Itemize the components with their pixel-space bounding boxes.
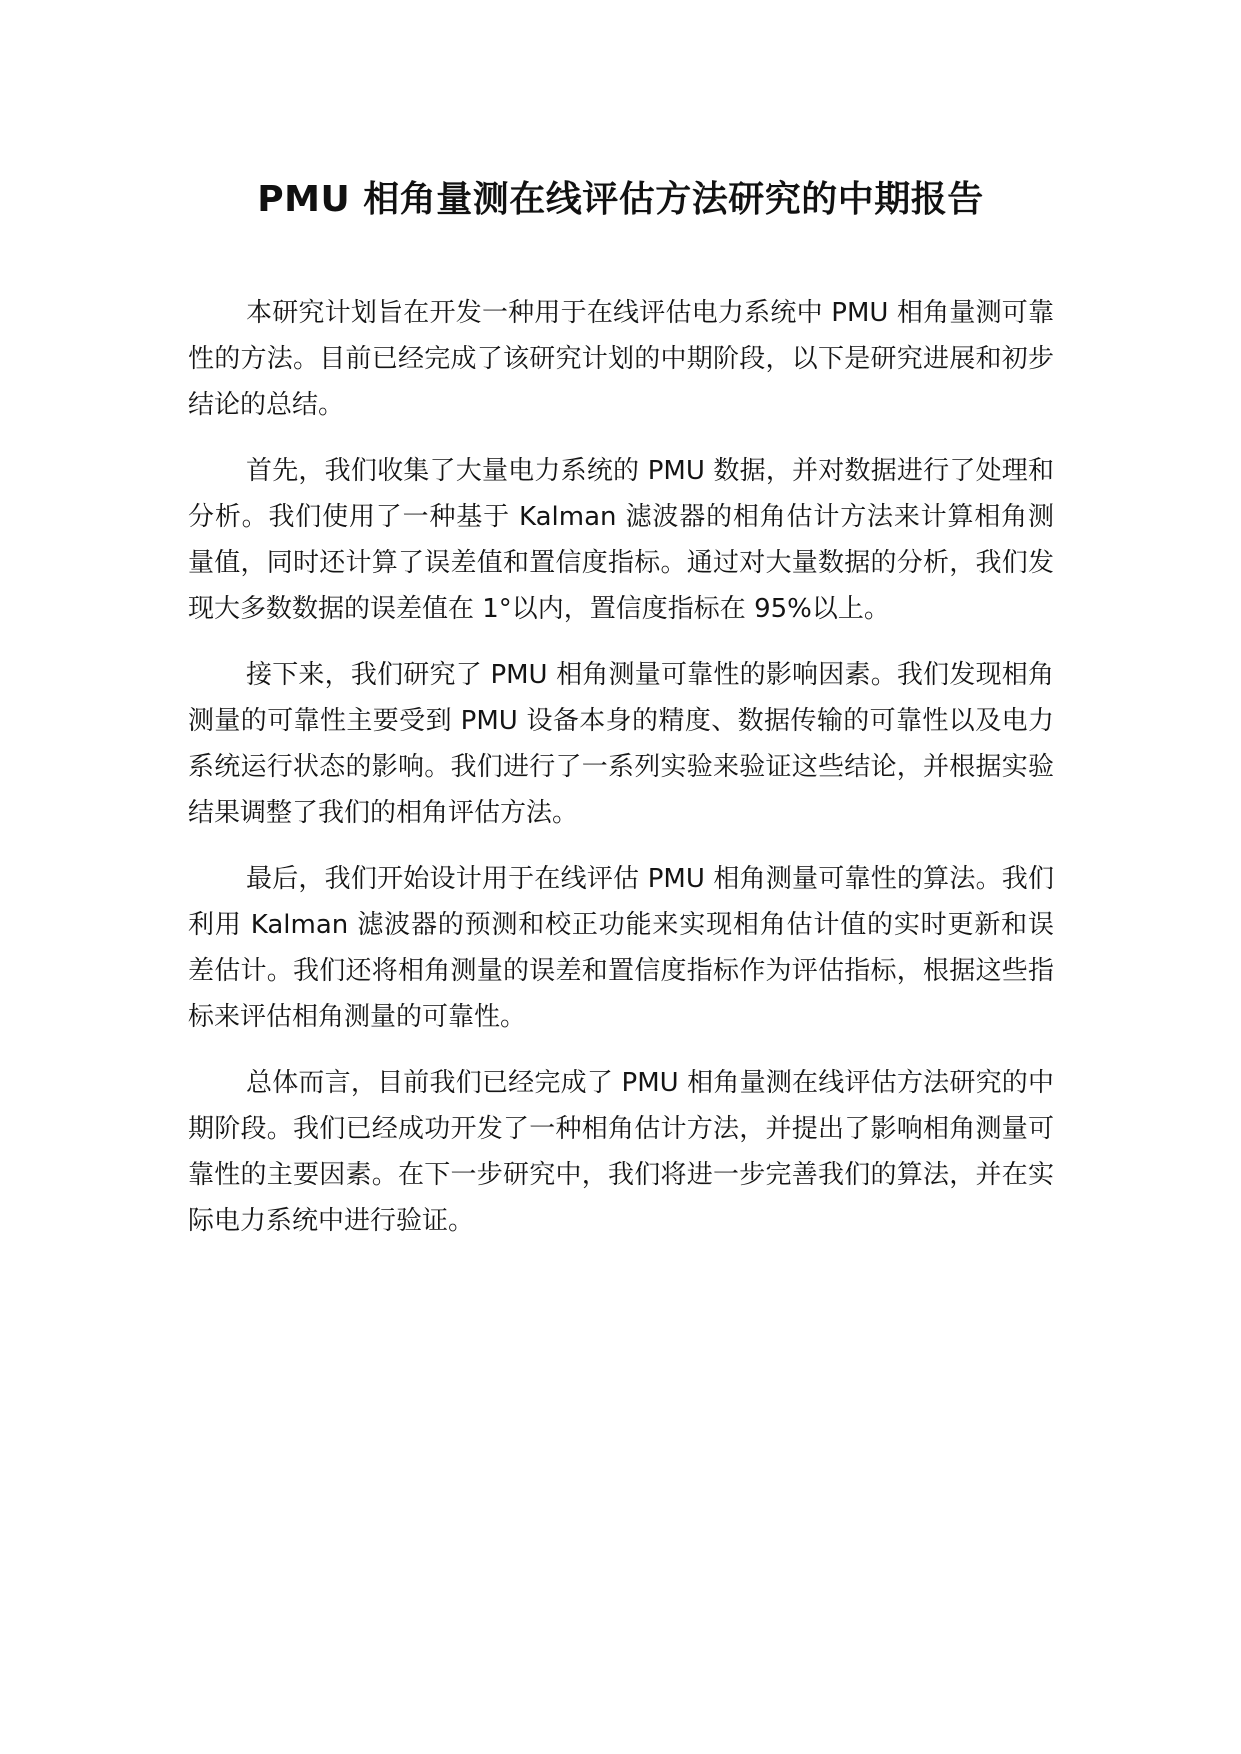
document-title: PMU 相角量测在线评估方法研究的中期报告: [257, 179, 984, 220]
paragraph-algorithm-design: 最后，我们开始设计用于在线评估 PMU 相角测量可靠性的算法。我们利用 Kalman 滤波器的预测和校正功能来实现相角估计值的实时更新和误差估计。我们还将相角测量的误差和置信度指标作为评估指标，根据这些指标来评估相角测量的可靠性。: [188, 864, 1054, 1032]
paragraph-conclusion: 总体而言，目前我们已经完成了 PMU 相角量测在线评估方法研究的中期阶段。我们已经成功开发了一种相角估计方法，并提出了影响相角测量可靠性的主要因素。在下一步研究中，我们将进一步完善我们的算法，并在实际电力系统中进行验证。: [188, 1068, 1054, 1236]
paragraph-introduction: 本研究计划旨在开发一种用于在线评估电力系统中 PMU 相角量测可靠性的方法。目前已经完成了该研究计划的中期阶段，以下是研究进展和初步结论的总结。: [188, 298, 1054, 420]
paragraph-data-analysis: 首先，我们收集了大量电力系统的 PMU 数据，并对数据进行了处理和分析。我们使用了一种基于 Kalman 滤波器的相角估计方法来计算相角测量值，同时还计算了误差值和置信度指标。通过对大量数据的分析，我们发现大多数数据的误差值在 1°以内，置信度指标在 95%以上。: [188, 456, 1054, 624]
paragraph-influencing-factors: 接下来，我们研究了 PMU 相角测量可靠性的影响因素。我们发现相角测量的可靠性主要受到 PMU 设备本身的精度、数据传输的可靠性以及电力系统运行状态的影响。我们进行了一系列实验来验证这些结论，并根据实验结果调整了我们的相角评估方法。: [188, 660, 1054, 828]
document-body: [188, 290, 1054, 1264]
